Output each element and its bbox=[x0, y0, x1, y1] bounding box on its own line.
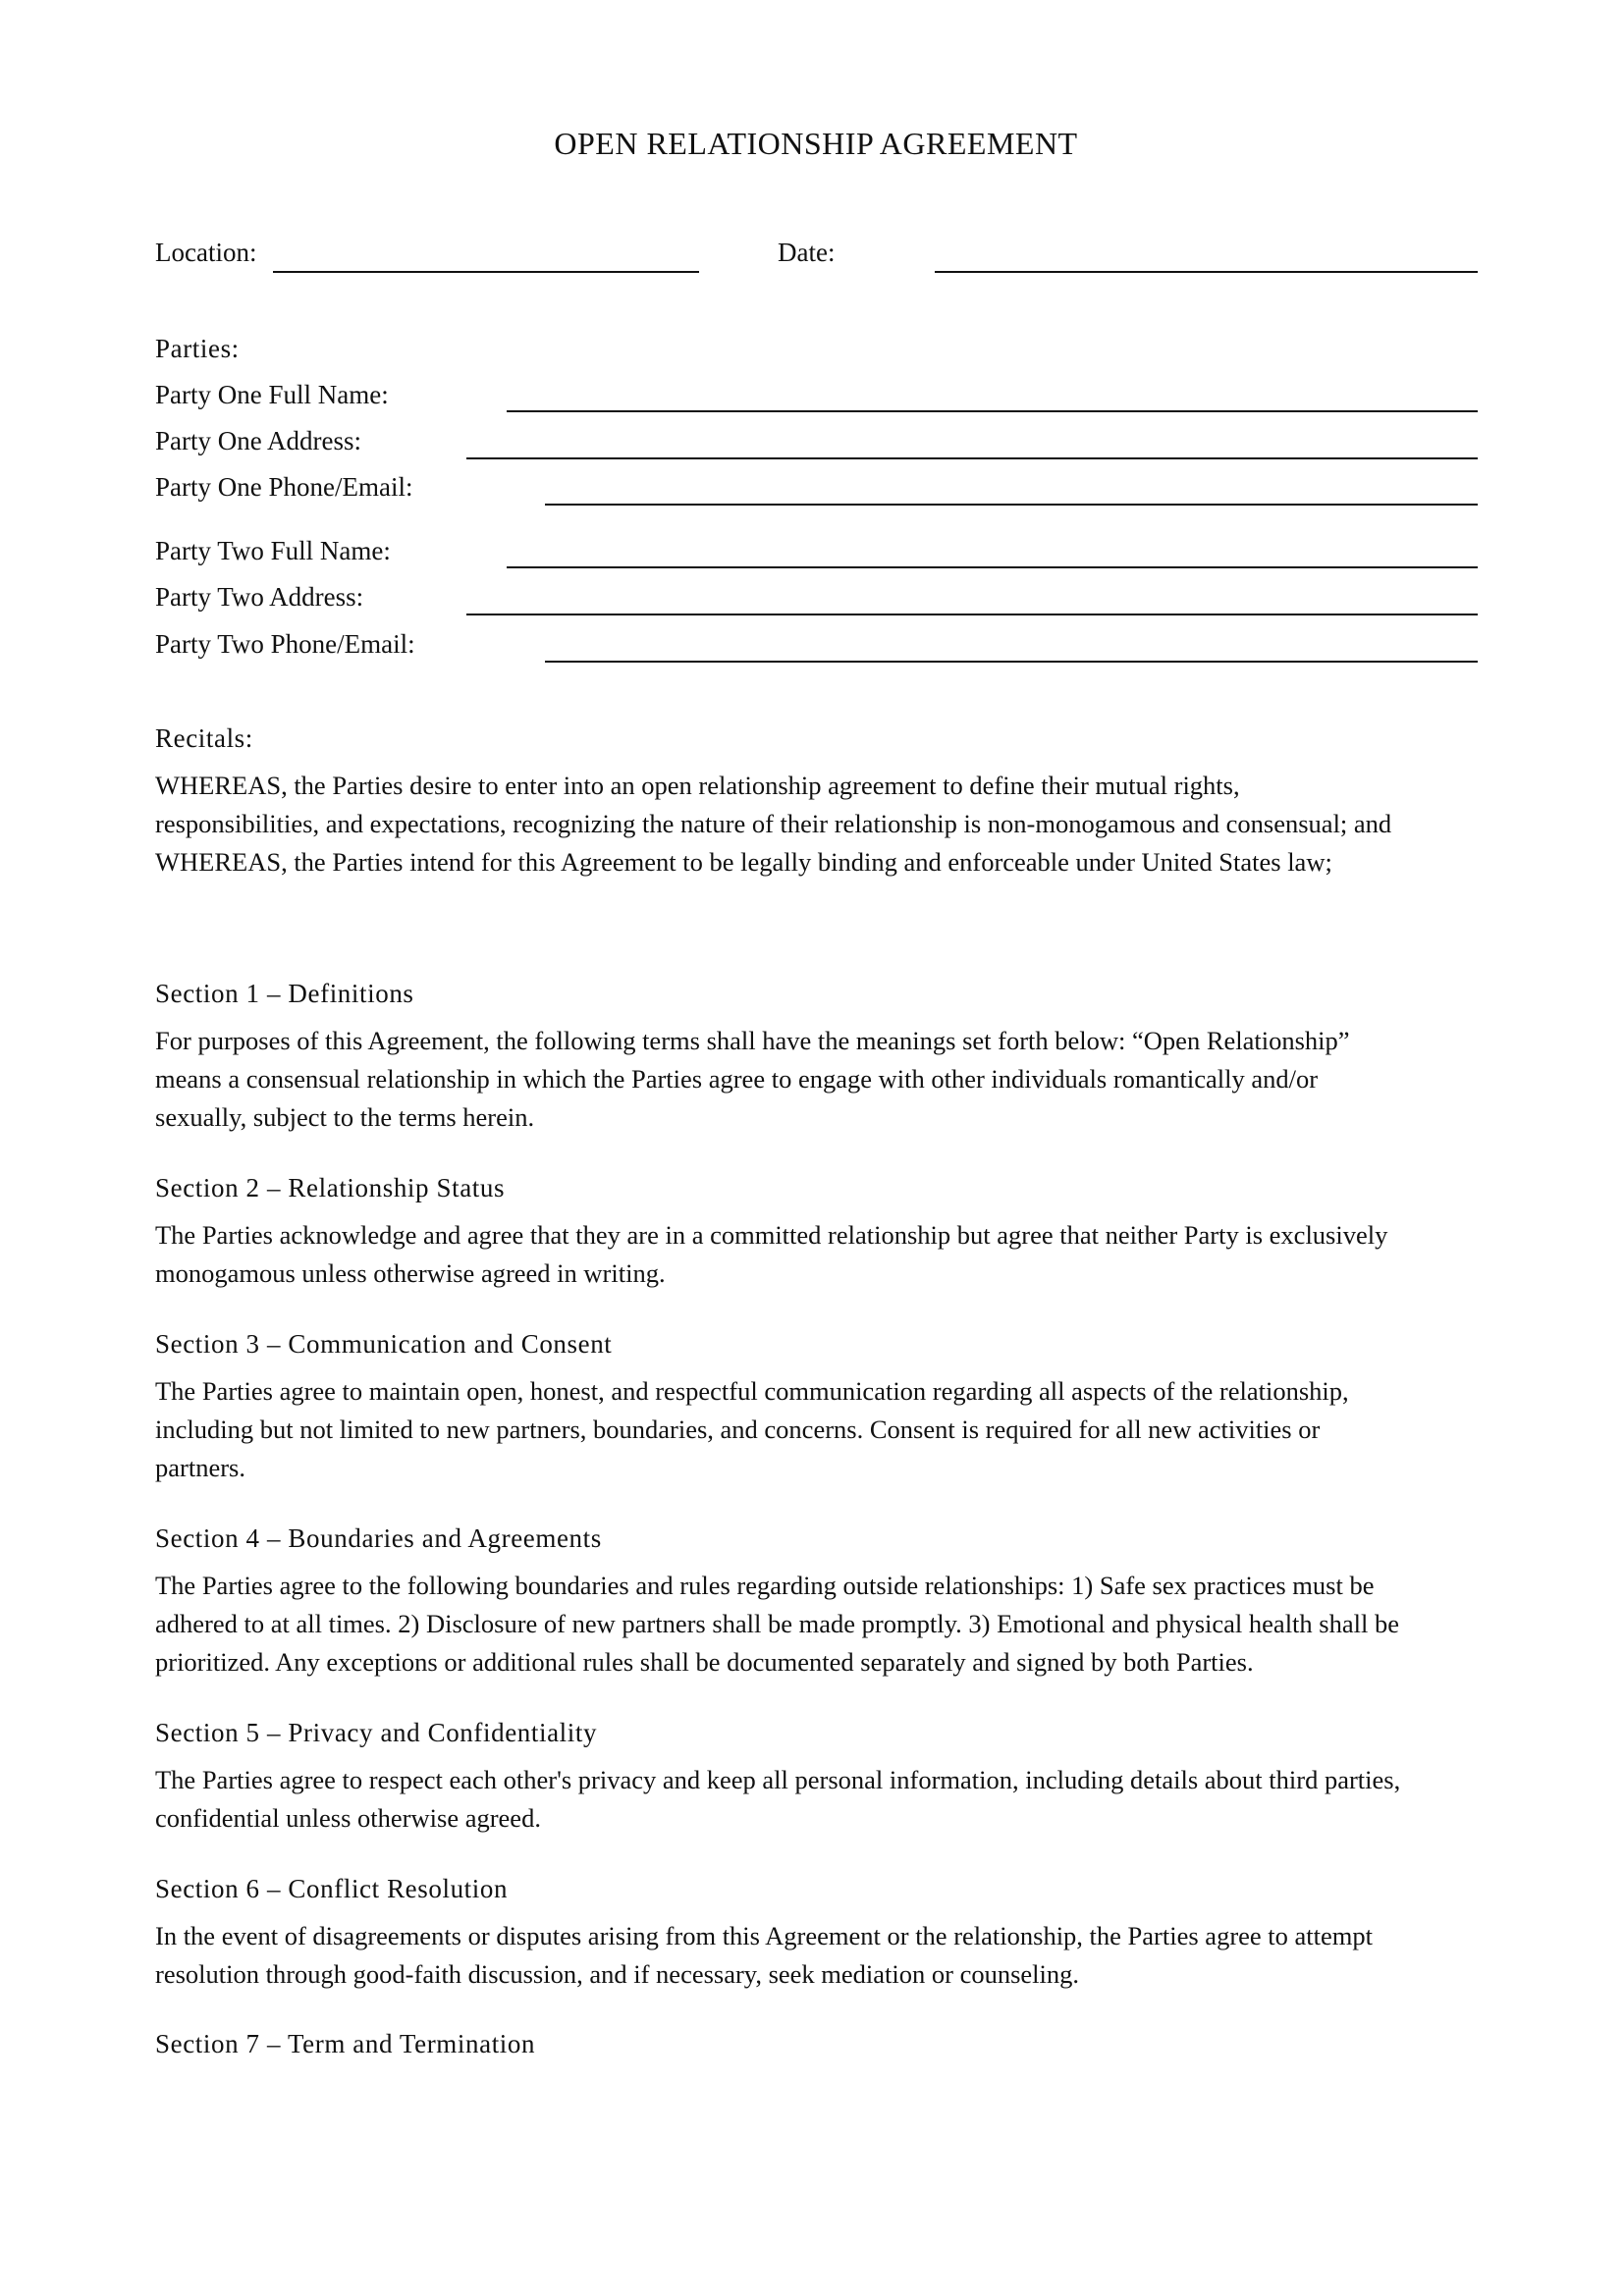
section-line: prioritized. Any exceptions or additional rules shall be documented separately and signed by both Parties. bbox=[155, 1647, 1254, 1677]
section-line: For purposes of this Agreement, the following terms shall have the meanings set forth below: “Open Relationship” bbox=[155, 1026, 1350, 1055]
section-3-heading: Section 3 – Communication and Consent bbox=[155, 1329, 613, 1359]
section-line: means a consensual relationship in which the Parties agree to engage with other individuals romantically and/or bbox=[155, 1064, 1319, 1094]
section-7-heading: Section 7 – Term and Termination bbox=[155, 2029, 536, 2058]
section-6-heading: Section 6 – Conflict Resolution bbox=[155, 1874, 509, 1903]
section-line: In the event of disagreements or disputes arising from this Agreement or the relationship, the Parties agree to attempt bbox=[155, 1921, 1374, 1950]
section-line: The Parties agree to respect each other's privacy and keep all personal information, including details about third parties, bbox=[155, 1765, 1401, 1794]
party-two-contact-field[interactable] bbox=[545, 661, 1478, 663]
section-5-heading: Section 5 – Privacy and Confidentiality bbox=[155, 1718, 598, 1747]
party-one-contact-label: Party One Phone/Email: bbox=[155, 472, 413, 502]
section-4-heading: Section 4 – Boundaries and Agreements bbox=[155, 1523, 602, 1553]
section-2-heading: Section 2 – Relationship Status bbox=[155, 1173, 506, 1202]
section-4-text bbox=[155, 1567, 1481, 1682]
location-label: Location: bbox=[155, 238, 257, 267]
party-two-contact-label: Party Two Phone/Email: bbox=[155, 629, 415, 659]
party-one-name-label: Party One Full Name: bbox=[155, 380, 389, 409]
section-line: resolution through good-faith discussion, and if necessary, seek mediation or counseling. bbox=[155, 1959, 1080, 1989]
section-1-text bbox=[155, 1022, 1481, 1137]
date-label: Date: bbox=[778, 238, 836, 267]
section-line: monogamous unless otherwise agreed in writing. bbox=[155, 1258, 666, 1288]
party-two-name-field[interactable] bbox=[507, 566, 1478, 568]
section-3-text bbox=[155, 1372, 1481, 1487]
recitals-line: responsibilities, and expectations, recognizing the nature of their relationship is non-monogamous and consensual; and bbox=[155, 809, 1392, 838]
recitals-heading: Recitals: bbox=[155, 723, 253, 753]
location-field-line[interactable] bbox=[273, 271, 699, 273]
date-field-line[interactable] bbox=[935, 271, 1478, 273]
recitals-line: WHEREAS, the Parties desire to enter into an open relationship agreement to define their mutual rights, bbox=[155, 771, 1240, 800]
party-one-contact-field[interactable] bbox=[545, 504, 1478, 506]
section-5-text bbox=[155, 1761, 1481, 1838]
section-6-text bbox=[155, 1917, 1481, 1994]
document-title: OPEN RELATIONSHIP AGREEMENT bbox=[554, 126, 1078, 161]
section-line: adhered to at all times. 2) Disclosure of new partners shall be made promptly. 3) Emotional and physical health shall be bbox=[155, 1609, 1399, 1638]
party-one-name-field[interactable] bbox=[507, 410, 1478, 412]
section-line: The Parties agree to the following boundaries and rules regarding outside relationships: 1) Safe sex practices must be bbox=[155, 1571, 1375, 1600]
party-two-address-label: Party Two Address: bbox=[155, 582, 364, 612]
section-line: The Parties acknowledge and agree that they are in a committed relationship but agree that neither Party is exclusively bbox=[155, 1220, 1388, 1250]
party-two-name-label: Party Two Full Name: bbox=[155, 536, 391, 565]
section-line: The Parties agree to maintain open, honest, and respectful communication regarding all aspects of the relationship, bbox=[155, 1376, 1349, 1406]
recitals-text bbox=[155, 767, 1481, 881]
party-one-address-label: Party One Address: bbox=[155, 426, 361, 455]
recitals-line: WHEREAS, the Parties intend for this Agreement to be legally binding and enforceable under United States law; bbox=[155, 847, 1332, 877]
section-line: including but not limited to new partners, boundaries, and concerns. Consent is required for all new activities or bbox=[155, 1415, 1321, 1444]
party-two-address-field[interactable] bbox=[466, 614, 1478, 615]
section-1-heading: Section 1 – Definitions bbox=[155, 979, 414, 1008]
section-line: confidential unless otherwise agreed. bbox=[155, 1803, 541, 1833]
section-line: partners. bbox=[155, 1453, 245, 1482]
section-2-text bbox=[155, 1216, 1481, 1293]
parties-heading: Parties: bbox=[155, 334, 240, 363]
party-one-address-field[interactable] bbox=[466, 457, 1478, 459]
section-line: sexually, subject to the terms herein. bbox=[155, 1102, 535, 1132]
